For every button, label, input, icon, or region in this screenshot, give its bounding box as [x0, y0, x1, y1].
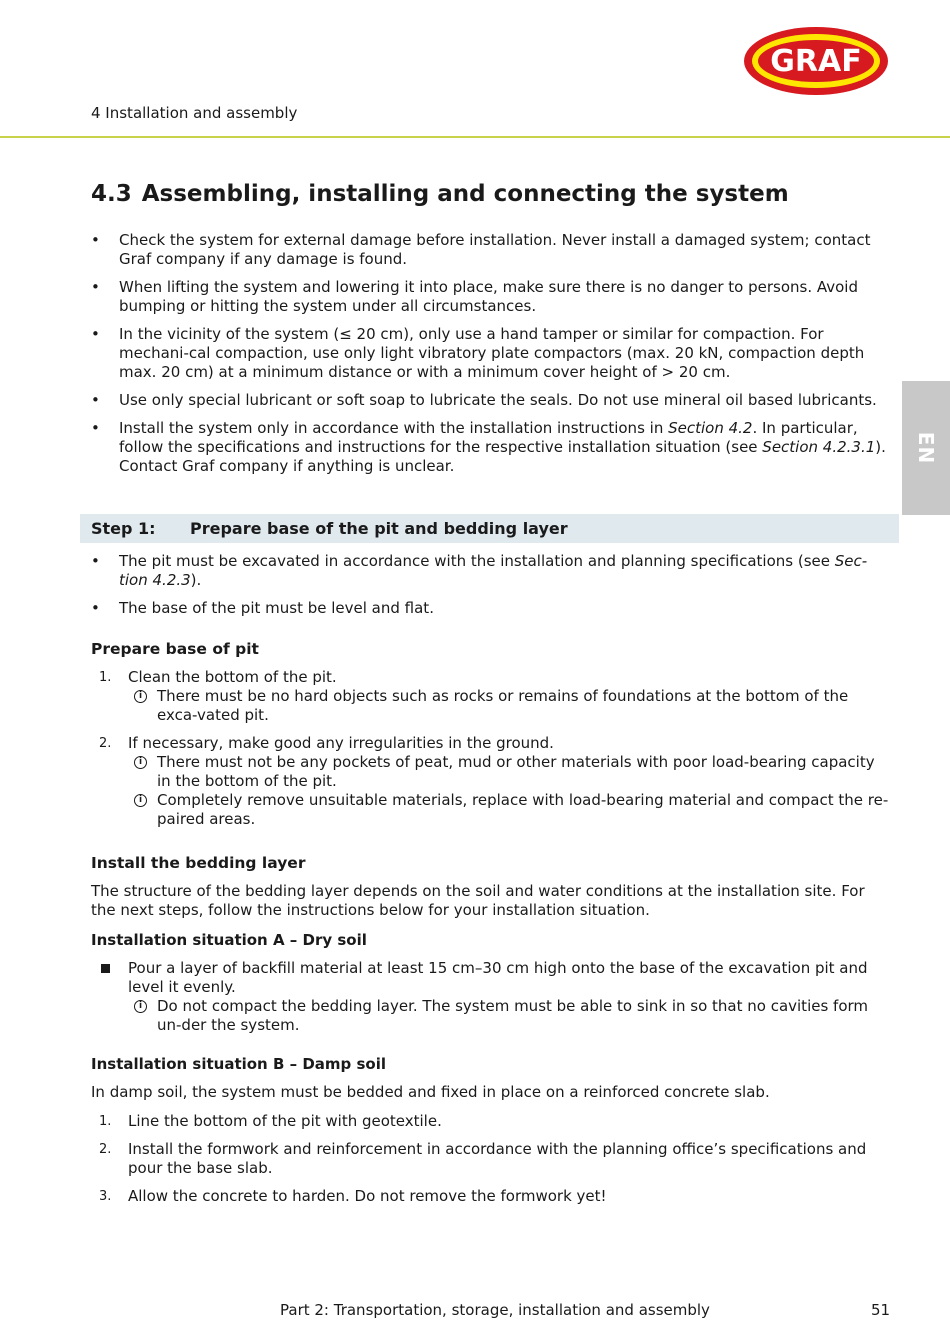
info-note-text: Do not compact the bedding layer. The system must be able to sink in so that no cavities form un-der the system. — [157, 997, 869, 1034]
item-text: Line the bottom of the pit with geotextile. — [128, 1112, 442, 1130]
list-item — [91, 278, 891, 316]
subheading: Prepare base of pit — [91, 640, 259, 658]
footer-text: Part 2: Transportation, storage, installation and assembly — [280, 1301, 710, 1319]
step-title: Prepare base of the pit and bedding layer — [190, 519, 568, 538]
info-note — [128, 791, 891, 829]
section-reference: Sec-tion 4.2.3 — [119, 552, 868, 589]
item-text: Install the formwork and reinforcement in accordance with the planning office’s specifications and pour the base slab. — [128, 1140, 867, 1177]
info-note-text: Completely remove unsuitable materials, replace with load-bearing material and compact the re-paired areas. — [157, 791, 889, 828]
item-text: Allow the concrete to harden. Do not remove the formwork yet! — [128, 1187, 607, 1205]
numbered-item — [91, 1187, 891, 1206]
section-reference: Section 4.2 — [668, 419, 753, 437]
numbered-item — [91, 1112, 891, 1131]
bedding-section — [91, 853, 891, 1215]
list-item — [91, 391, 891, 410]
item-number: 3. — [99, 1189, 112, 1204]
prepare-base-section — [91, 639, 891, 838]
list-item — [91, 231, 891, 269]
info-note-text: There must be no hard objects such as rocks or remains of foundations at the bottom of the exca-vated pit. — [157, 687, 849, 724]
step-bullet-list — [91, 552, 891, 627]
list-item — [91, 325, 891, 382]
bullet-icon: • — [91, 325, 100, 343]
list-item — [91, 419, 891, 476]
list-item-text: Install the system only in accordance with the installation instructions in — [119, 419, 669, 437]
step-label: Step 1: — [91, 519, 156, 538]
list-item-text: . In particular, follow the specifications and instructions for the respective installation situation (see — [119, 419, 858, 456]
item-text: Clean the bottom of the pit. — [128, 668, 337, 686]
list-item — [91, 959, 891, 1035]
item-text: If necessary, make good any irregularities in the ground. — [128, 734, 554, 752]
section-title-text: Assembling, installing and connecting the system — [141, 181, 789, 207]
language-tab — [902, 381, 950, 515]
numbered-item — [91, 1140, 891, 1178]
list-item-text: Use only special lubricant or soft soap to lubricate the seals. Do not use mineral oil based lubricants. — [119, 391, 877, 409]
info-note — [128, 753, 891, 791]
section-title — [91, 181, 789, 207]
subheading: Installation situation B – Damp soil — [91, 1055, 387, 1073]
info-icon: i — [134, 1000, 147, 1013]
numbered-item — [91, 734, 891, 829]
subheading: Installation situation A – Dry soil — [91, 931, 367, 949]
page-number: 51 — [871, 1301, 891, 1319]
list-item-text: When lifting the system and lowering it into place, make sure there is no danger to persons. Avoid bumping or hitting the system under all circumstances. — [119, 278, 858, 315]
graf-logo — [742, 25, 890, 97]
info-note — [128, 997, 891, 1035]
section-bullet-list — [91, 231, 891, 485]
bullet-icon: • — [91, 599, 100, 617]
info-icon: i — [134, 690, 147, 703]
logo-text: GRAF — [770, 44, 862, 79]
chapter-header: 4 Installation and assembly — [91, 104, 298, 122]
list-item-text: The base of the pit must be level and flat. — [119, 599, 434, 617]
bullet-icon: • — [91, 278, 100, 296]
bullet-icon: • — [91, 391, 100, 409]
list-item-text: The pit must be excavated in accordance with the installation and planning specifications (see — [119, 552, 835, 570]
header-divider — [0, 136, 950, 138]
step-heading-bar — [80, 514, 899, 543]
language-tab-label: EN — [914, 431, 938, 465]
square-bullet-icon — [101, 964, 110, 973]
item-number: 2. — [99, 736, 112, 751]
section-reference: Section 4.2.3.1 — [762, 438, 876, 456]
section-number: 4.3 — [91, 181, 132, 207]
subheading: Install the bedding layer — [91, 854, 306, 872]
info-icon: i — [134, 794, 147, 807]
item-number: 2. — [99, 1142, 112, 1157]
info-note-text: There must not be any pockets of peat, mud or other materials with poor load-bearing capacity in the bottom of the pit. — [157, 753, 875, 790]
paragraph: The structure of the bedding layer depends on the soil and water conditions at the installation site. For the next steps, follow the instructions below for your installation situation. — [91, 882, 865, 919]
item-number: 1. — [99, 670, 112, 685]
numbered-item — [91, 668, 891, 725]
bullet-icon: • — [91, 419, 100, 437]
list-item-text: Check the system for external damage before installation. Never install a damaged system; contact Graf company if any damage is found. — [119, 231, 871, 268]
info-note — [128, 687, 891, 725]
list-item — [91, 552, 891, 590]
paragraph: In damp soil, the system must be bedded and fixed in place on a reinforced concrete slab. — [91, 1083, 770, 1101]
list-item-text: In the vicinity of the system (≤ 20 cm), only use a hand tamper or similar for compaction. For mechani-cal compaction, use only light vibratory plate compactors (max. 20 kN, compaction depth max. 20 cm) at a minimum distance or with a minimum cover height of > 20 cm. — [119, 325, 865, 381]
bullet-icon: • — [91, 231, 100, 249]
list-item-text: ). Contact Graf company if anything is unclear. — [119, 438, 886, 475]
list-item-text: ). — [190, 571, 202, 589]
info-icon: i — [134, 756, 147, 769]
bullet-icon: • — [91, 552, 100, 570]
list-item — [91, 599, 891, 618]
item-number: 1. — [99, 1114, 112, 1129]
list-item-text: Pour a layer of backfill material at least 15 cm–30 cm high onto the base of the excavation pit and level it evenly. — [128, 959, 868, 996]
